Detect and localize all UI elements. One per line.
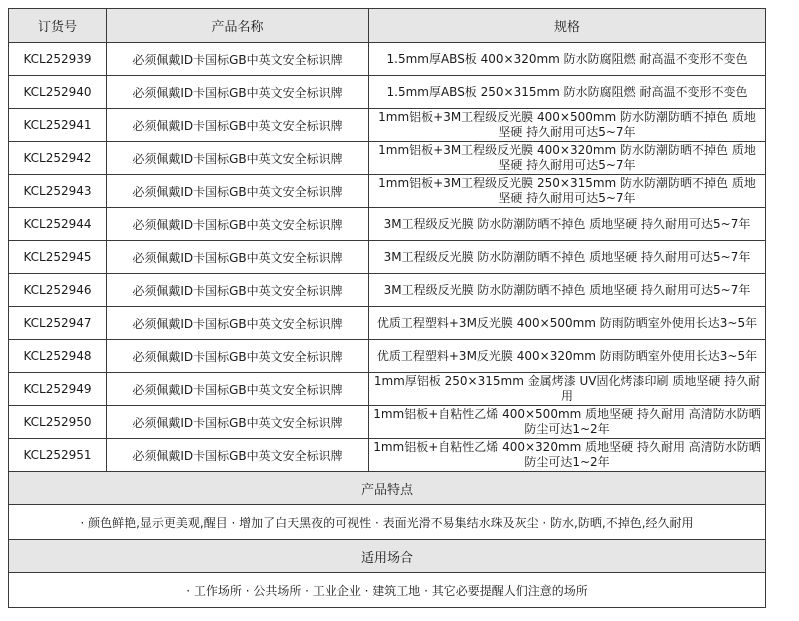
order-code: KCL252951 [9, 439, 107, 472]
product-name: 必须佩戴ID卡国标GB中英文安全标识牌 [107, 142, 369, 175]
product-spec: 1mm铝板+自粘性乙烯 400×500mm 质地坚硬 持久耐用 高清防水防晒防尘可达1~2年 [369, 406, 766, 439]
product-name: 必须佩戴ID卡国标GB中英文安全标识牌 [107, 109, 369, 142]
order-code: KCL252946 [9, 274, 107, 307]
product-spec: 1mm铝板+3M工程级反光膜 250×315mm 防水防潮防晒不掉色 质地坚硬 持久耐用可达5~7年 [369, 175, 766, 208]
order-code: KCL252941 [9, 109, 107, 142]
applications-title: 适用场合 [9, 540, 766, 573]
product-spec: 3M工程级反光膜 防水防潮防晒不掉色 质地坚硬 持久耐用可达5~7年 [369, 241, 766, 274]
header-code: 订货号 [9, 9, 107, 43]
header-spec: 规格 [369, 9, 766, 43]
features-text: · 颜色鲜艳,显示更美观,醒目 · 增加了白天黑夜的可视性 · 表面光滑不易集结水珠及灰尘 · 防水,防晒,不掉色,经久耐用 [9, 505, 766, 540]
applications-text: · 工作场所 · 公共场所 · 工业企业 · 建筑工地 · 其它必要提醒人们注意的场所 [9, 573, 766, 608]
features-header-row [9, 472, 766, 505]
order-code: KCL252948 [9, 340, 107, 373]
product-spec-sheet [8, 8, 765, 608]
table-row [9, 142, 766, 175]
product-spec: 优质工程塑料+3M反光膜 400×320mm 防雨防晒室外使用长达3~5年 [369, 340, 766, 373]
order-code: KCL252944 [9, 208, 107, 241]
product-spec: 3M工程级反光膜 防水防潮防晒不掉色 质地坚硬 持久耐用可达5~7年 [369, 274, 766, 307]
table-row [9, 439, 766, 472]
product-name: 必须佩戴ID卡国标GB中英文安全标识牌 [107, 340, 369, 373]
table-row [9, 109, 766, 142]
product-name: 必须佩戴ID卡国标GB中英文安全标识牌 [107, 406, 369, 439]
product-spec: 1.5mm厚ABS板 250×315mm 防水防腐阻燃 耐高温不变形不变色 [369, 76, 766, 109]
product-name: 必须佩戴ID卡国标GB中英文安全标识牌 [107, 241, 369, 274]
order-code: KCL252943 [9, 175, 107, 208]
product-name: 必须佩戴ID卡国标GB中英文安全标识牌 [107, 274, 369, 307]
order-code: KCL252950 [9, 406, 107, 439]
product-name: 必须佩戴ID卡国标GB中英文安全标识牌 [107, 43, 369, 76]
product-name: 必须佩戴ID卡国标GB中英文安全标识牌 [107, 373, 369, 406]
header-name: 产品名称 [107, 9, 369, 43]
table-row [9, 406, 766, 439]
product-name: 必须佩戴ID卡国标GB中英文安全标识牌 [107, 439, 369, 472]
product-name: 必须佩戴ID卡国标GB中英文安全标识牌 [107, 307, 369, 340]
table-row [9, 208, 766, 241]
product-name: 必须佩戴ID卡国标GB中英文安全标识牌 [107, 175, 369, 208]
order-code: KCL252949 [9, 373, 107, 406]
order-code: KCL252939 [9, 43, 107, 76]
features-row [9, 505, 766, 540]
product-table [8, 8, 766, 608]
order-code: KCL252945 [9, 241, 107, 274]
table-row [9, 175, 766, 208]
applications-header-row [9, 540, 766, 573]
order-code: KCL252940 [9, 76, 107, 109]
applications-row [9, 573, 766, 608]
product-spec: 1.5mm厚ABS板 400×320mm 防水防腐阻燃 耐高温不变形不变色 [369, 43, 766, 76]
product-spec: 1mm铝板+自粘性乙烯 400×320mm 质地坚硬 持久耐用 高清防水防晒防尘可达1~2年 [369, 439, 766, 472]
product-spec: 1mm铝板+3M工程级反光膜 400×320mm 防水防潮防晒不掉色 质地坚硬 持久耐用可达5~7年 [369, 142, 766, 175]
order-code: KCL252942 [9, 142, 107, 175]
product-spec: 1mm铝板+3M工程级反光膜 400×500mm 防水防潮防晒不掉色 质地坚硬 持久耐用可达5~7年 [369, 109, 766, 142]
product-name: 必须佩戴ID卡国标GB中英文安全标识牌 [107, 208, 369, 241]
product-spec: 1mm厚铝板 250×315mm 金属烤漆 UV固化烤漆印刷 质地坚硬 持久耐用 [369, 373, 766, 406]
product-spec: 3M工程级反光膜 防水防潮防晒不掉色 质地坚硬 持久耐用可达5~7年 [369, 208, 766, 241]
product-spec: 优质工程塑料+3M反光膜 400×500mm 防雨防晒室外使用长达3~5年 [369, 307, 766, 340]
table-row [9, 43, 766, 76]
table-row [9, 340, 766, 373]
table-row [9, 373, 766, 406]
features-title: 产品特点 [9, 472, 766, 505]
table-header-row [9, 9, 766, 43]
table-row [9, 307, 766, 340]
table-row [9, 241, 766, 274]
table-row [9, 274, 766, 307]
order-code: KCL252947 [9, 307, 107, 340]
table-row [9, 76, 766, 109]
product-name: 必须佩戴ID卡国标GB中英文安全标识牌 [107, 76, 369, 109]
